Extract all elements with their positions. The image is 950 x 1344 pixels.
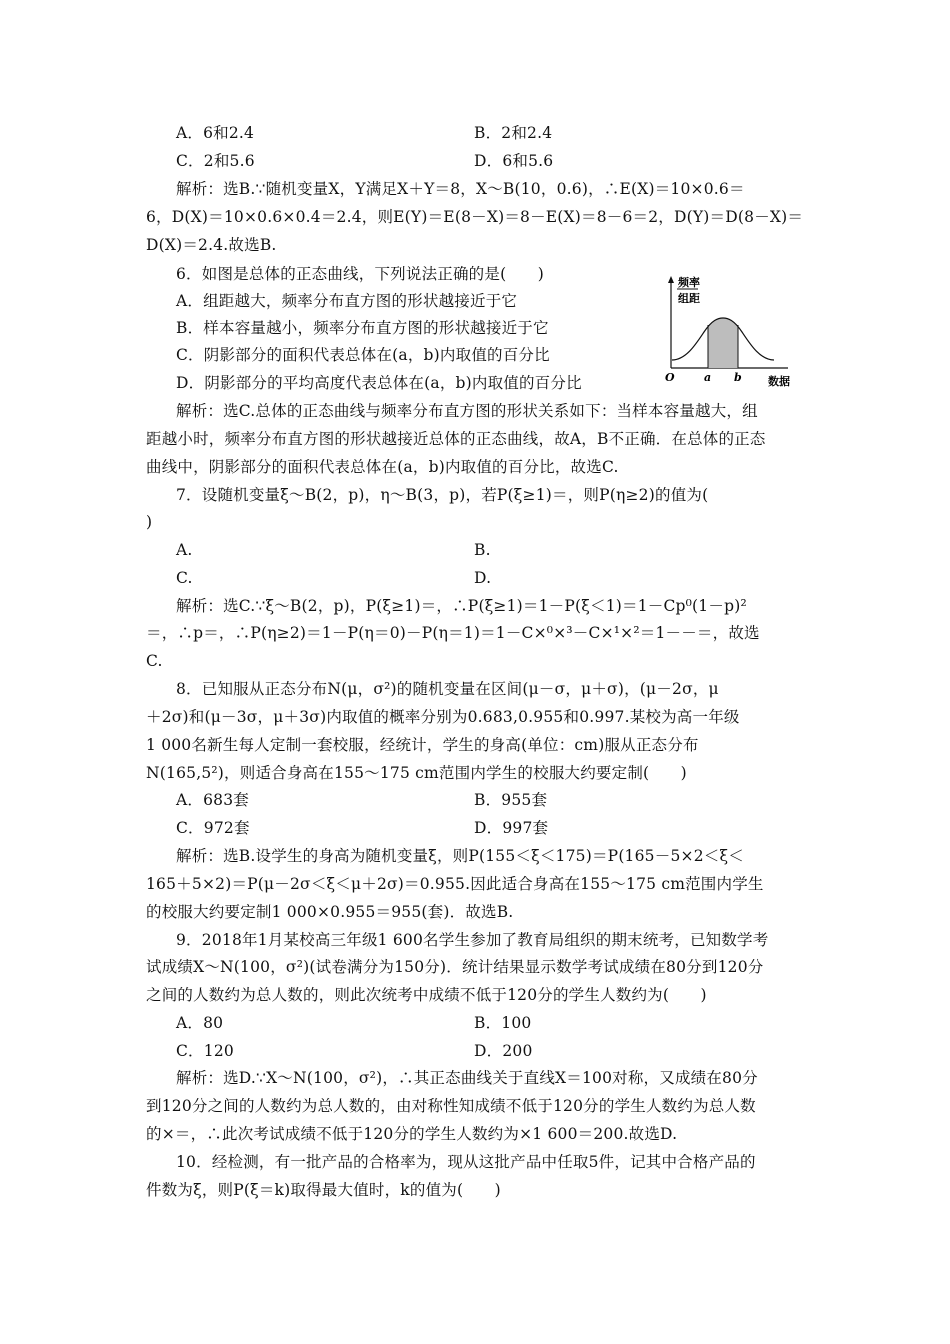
figure-ylabel-top: 频率	[678, 276, 700, 289]
q8-solution-line-2: 165＋5×2)＝P(μ－2σ＜ξ＜μ＋2σ)＝0.955.因此适合身高在155～175 cm范围内学生	[146, 875, 764, 893]
q9-solution-line-3: 的×＝，∴此次考试成绩不低于120分的学生人数约为×1 600＝200.故选D.	[146, 1125, 678, 1143]
q10-stem-line-1: 10．经检测，有一批产品的合格率为，现从这批产品中任取5件，记其中合格产品的	[176, 1153, 756, 1171]
figure-xlabel: 数据	[768, 375, 790, 388]
q8-solution-line-3: 的校服大约要定制1 000×0.955＝955(套)．故选B.	[146, 903, 514, 921]
normal-curve-figure	[662, 272, 802, 392]
q5-option-d: D．6和5.6	[474, 152, 554, 170]
q8-option-a: A．683套	[176, 791, 249, 809]
q6-option-b: B．样本容量越小，频率分布直方图的形状越接近于它	[176, 319, 549, 337]
q6-option-a: A．组距越大，频率分布直方图的形状越接近于它	[176, 292, 518, 310]
q6-option-d: D．阴影部分的平均高度代表总体在(a，b)内取值的百分比	[176, 374, 582, 392]
figure-ylabel-bottom: 组距	[678, 292, 700, 305]
q6-solution-line-1: 解析：选C.总体的正态曲线与频率分布直方图的形状关系如下：当样本容量越大，组	[176, 402, 758, 420]
figure-a-label: a	[704, 371, 712, 384]
figure-y-axis-arrow	[668, 276, 674, 283]
q9-option-d: D．200	[474, 1042, 533, 1060]
q5-option-b: B．2和2.4	[474, 124, 553, 142]
q7-option-c: C.	[176, 569, 193, 587]
q5-solution-line-1: 解析：选B.∵随机变量X，Y满足X＋Y＝8，X～B(10，0.6)，∴E(X)＝10×0.6＝	[176, 180, 745, 198]
q8-stem-line-2: ＋2σ)和(μ－3σ，μ＋3σ)内取值的概率分别为0.683,0.955和0.997.某校为高一年级	[146, 708, 740, 726]
q8-solution-line-1: 解析：选B.设学生的身高为随机变量ξ，则P(155＜ξ＜175)＝P(165－5×2＜ξ＜	[176, 847, 744, 865]
q9-solution-line-2: 到120分之间的人数约为总人数的，由对称性知成绩不低于120分的学生人数约为总人数	[146, 1097, 756, 1115]
q6-stem: 6．如图是总体的正态曲线，下列说法正确的是( )	[176, 265, 544, 283]
q5-solution-line-2: 6，D(X)＝10×0.6×0.4＝2.4，则E(Y)＝E(8－X)＝8－E(X)＝8－6＝2，D(Y)＝D(8－X)＝	[146, 208, 804, 226]
q7-stem-line-2: )	[146, 513, 153, 531]
q8-option-b: B．955套	[474, 791, 548, 809]
q5-option-c: C．2和5.6	[176, 152, 255, 170]
figure-b-label: b	[734, 371, 742, 384]
q6-option-c: C．阴影部分的面积代表总体在(a，b)内取值的百分比	[176, 346, 550, 364]
q7-solution-line-2: ＝，∴p＝，∴P(η≥2)＝1－P(η＝0)－P(η＝1)＝1－C×⁰×³－C×¹×²＝1－－＝，故选	[146, 624, 760, 642]
q10-stem-line-2: 件数为ξ，则P(ξ＝k)取得最大值时，k的值为( )	[146, 1181, 501, 1199]
q6-solution-line-3: 曲线中，阴影部分的面积代表总体在(a，b)内取值的百分比，故选C.	[146, 458, 619, 476]
figure-origin-label: O	[665, 371, 675, 384]
q7-option-a: A.	[176, 541, 193, 559]
q9-option-b: B．100	[474, 1014, 532, 1032]
q7-stem-line-1: 7．设随机变量ξ～B(2，p)，η～B(3，p)，若P(ξ≥1)＝，则P(η≥2)的值为(	[176, 486, 709, 504]
q8-stem-line-4: N(165,5²)，则适合身高在155～175 cm范围内学生的校服大约要定制( )	[146, 764, 687, 782]
q7-option-b: B.	[474, 541, 491, 559]
q9-stem-line-2: 试成绩X～N(100，σ²)(试卷满分为150分)．统计结果显示数学考试成绩在80分到120分	[146, 958, 764, 976]
figure-shaded-area	[672, 318, 774, 368]
q9-stem-line-3: 之间的人数约为总人数的，则此次统考中成绩不低于120分的学生人数约为( )	[146, 986, 707, 1004]
q7-solution-line-3: C.	[146, 652, 163, 670]
q9-stem-line-1: 9．2018年1月某校高三年级1 600名学生参加了教育局组织的期末统考，已知数学考	[176, 931, 769, 949]
q5-solution-line-3: D(X)＝2.4.故选B.	[146, 236, 277, 254]
q9-option-c: C．120	[176, 1042, 234, 1060]
q7-option-d: D.	[474, 569, 492, 587]
q5-option-a: A．6和2.4	[176, 124, 255, 142]
q8-option-c: C．972套	[176, 819, 250, 837]
q9-option-a: A．80	[176, 1014, 224, 1032]
q8-stem-line-3: 1 000名新生每人定制一套校服，经统计，学生的身高(单位：cm)服从正态分布	[146, 736, 699, 754]
q9-solution-line-1: 解析：选D.∵X～N(100，σ²)，∴其正态曲线关于直线X＝100对称，又成绩在80分	[176, 1069, 758, 1087]
q7-solution-line-1: 解析：选C.∵ξ～B(2，p)，P(ξ≥1)＝，∴P(ξ≥1)＝1－P(ξ＜1)＝1－Cp⁰(1－p)²	[176, 597, 747, 615]
q6-solution-line-2: 距越小时，频率分布直方图的形状越接近总体的正态曲线，故A，B不正确．在总体的正态	[146, 430, 766, 448]
q8-stem-line-1: 8．已知服从正态分布N(μ，σ²)的随机变量在区间(μ－σ，μ＋σ)，(μ－2σ，μ	[176, 680, 719, 698]
q8-option-d: D．997套	[474, 819, 549, 837]
